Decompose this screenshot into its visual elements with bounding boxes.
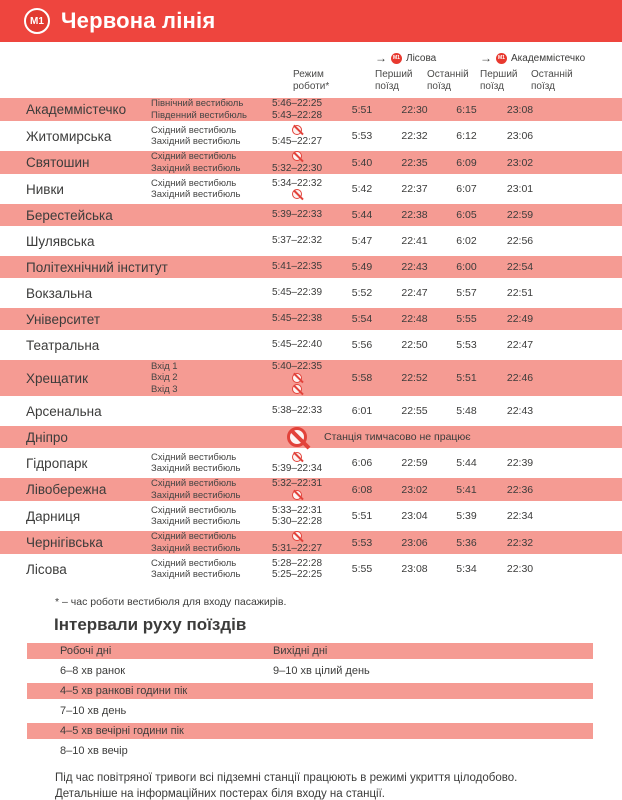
vestibule-label: Східний вестибюль	[151, 124, 237, 136]
train-time: 5:49	[351, 261, 373, 273]
train-time: 5:55	[351, 563, 373, 575]
train-time: 22:48	[401, 313, 428, 325]
vestibule-labels	[151, 452, 266, 475]
vestibule-hours: 5:33–22:31	[271, 504, 323, 516]
train-time: 23:01	[506, 183, 534, 195]
vestibule-label: Західний вестибюль	[151, 542, 241, 554]
vestibule-hours	[266, 490, 328, 502]
train-time: 5:34	[456, 563, 477, 575]
vestibule-hours: 5:43–22:28	[271, 109, 323, 121]
vestibule-labels	[151, 125, 266, 148]
vestibule-labels	[151, 151, 266, 174]
train-time: 22:36	[506, 483, 534, 496]
air-raid-note	[55, 770, 595, 800]
train-time: 23:04	[401, 510, 428, 522]
vestibule-hours	[266, 125, 328, 137]
regime-hours	[266, 98, 336, 121]
regime-hours	[266, 151, 336, 174]
regime-hours	[266, 478, 336, 501]
direction-label: Лісова	[406, 52, 437, 64]
train-time: 6:06	[351, 457, 373, 469]
train-time: 22:38	[401, 209, 428, 221]
regime-hours	[266, 452, 336, 475]
stations-table	[0, 96, 622, 582]
train-time: 22:59	[506, 209, 534, 221]
train-time: 5:44	[456, 457, 477, 469]
station-name: Шулявська	[26, 233, 95, 249]
station-name: Лісова	[26, 561, 67, 577]
train-time: 23:02	[506, 156, 534, 169]
train-time: 23:06	[506, 130, 534, 142]
vestibule-labels	[151, 178, 266, 201]
direction-label: Академмістечко	[511, 52, 586, 64]
regime-hours	[266, 125, 336, 148]
train-time: 6:02	[456, 235, 477, 247]
regime-hours	[266, 313, 336, 325]
vestibule-hours: 5:39–22:34	[271, 463, 323, 474]
train-time: 5:44	[351, 209, 373, 221]
vestibule-label: Вхід 3	[151, 383, 178, 395]
train-time: 6:07	[456, 183, 477, 195]
vestibule-hours: 5:31–22:27	[271, 542, 323, 554]
vestibule-label: Західний вестибюль	[151, 162, 241, 174]
no-entry-icon	[292, 373, 302, 383]
station-row	[0, 529, 622, 556]
train-time: 5:52	[351, 287, 373, 299]
vestibule-label: Східний вестибюль	[151, 478, 237, 489]
station-row	[0, 254, 622, 280]
m1-line-badge-icon: M1	[391, 53, 402, 64]
regime-hours	[266, 558, 336, 581]
train-time: 6:00	[456, 261, 477, 273]
station-hours: 5:39–22:33	[271, 209, 323, 221]
train-time: 6:08	[351, 483, 373, 496]
station-name: Дарниця	[26, 508, 81, 524]
train-time: 22:47	[506, 339, 534, 351]
m1-line-badge-icon: M1	[496, 53, 507, 64]
vestibule-labels	[151, 558, 266, 581]
train-time: 5:47	[351, 235, 373, 247]
train-time: 22:55	[401, 405, 428, 417]
m1-line-badge-icon: M1	[24, 8, 50, 34]
train-time: 22:41	[401, 235, 428, 247]
air-raid-note-line: Під час повітряної тривоги всі підземні станції працюють в режимі укриття цілодобово.	[55, 772, 518, 784]
vestibule-label: Східний вестибюль	[151, 177, 237, 189]
column-header-last-train: Останній поїзд	[531, 69, 573, 92]
station-name: Житомирська	[26, 128, 112, 144]
train-time: 22:32	[401, 130, 428, 142]
regime-hours	[266, 261, 336, 273]
train-time: 5:41	[456, 483, 477, 496]
column-header-regime: Режим роботи*	[293, 69, 330, 92]
train-time: 5:51	[351, 103, 373, 116]
no-entry-icon	[292, 151, 302, 161]
station-hours: 5:45–22:38	[271, 313, 323, 325]
station-name: Дніпро	[26, 429, 68, 445]
no-entry-icon	[292, 189, 302, 199]
station-name: Театральна	[26, 337, 100, 353]
no-entry-icon	[292, 531, 302, 541]
train-time: 22:50	[401, 339, 428, 351]
station-row	[0, 503, 622, 529]
interval-row	[27, 741, 593, 761]
train-time: 5:53	[456, 339, 477, 351]
vestibule-labels	[151, 361, 266, 396]
station-hours: 5:45–22:40	[271, 339, 323, 351]
station-name: Чернігівська	[26, 535, 103, 550]
no-entry-icon	[292, 490, 302, 500]
no-entry-icon	[292, 125, 302, 135]
train-time: 22:49	[506, 313, 534, 325]
train-time: 23:06	[401, 536, 428, 549]
station-name: Хрещатик	[26, 370, 88, 386]
station-row	[0, 476, 622, 503]
vestibule-hours: 5:30–22:28	[271, 516, 323, 527]
vestibule-hours	[266, 452, 328, 464]
train-time: 22:59	[401, 457, 428, 469]
interval-cell: 4–5 хв вечірні години пік	[60, 725, 184, 737]
train-time: 22:39	[506, 457, 534, 469]
vestibule-label: Західний вестибюль	[151, 569, 241, 580]
vestibule-label: Західний вестибюль	[151, 463, 241, 474]
vestibule-label: Східний вестибюль	[151, 557, 237, 569]
train-time: 6:09	[456, 156, 477, 169]
train-time: 22:35	[401, 156, 428, 169]
regime-hours	[266, 287, 336, 299]
station-row	[0, 96, 622, 123]
no-entry-icon	[292, 384, 302, 394]
train-time: 5:51	[351, 510, 373, 522]
vestibule-label: Східний вестибюль	[151, 451, 237, 463]
interval-row	[27, 701, 593, 721]
interval-cell: 9–10 хв цілий день	[273, 665, 370, 677]
train-time: 22:56	[506, 235, 534, 247]
arrow-right-icon: →	[375, 51, 387, 65]
station-row	[0, 450, 622, 476]
train-time: 6:12	[456, 130, 477, 142]
train-time: 5:40	[351, 156, 373, 169]
vestibule-label: Вхід 2	[151, 372, 178, 384]
regime-hours	[266, 209, 336, 221]
vestibule-hours	[266, 151, 328, 163]
station-row	[0, 556, 622, 582]
train-time: 5:56	[351, 339, 373, 351]
vestibule-label: Західний вестибюль	[151, 489, 241, 501]
train-time: 23:02	[401, 483, 428, 496]
vestibule-hours: 5:40–22:35	[271, 360, 323, 372]
station-name: Святошин	[26, 155, 90, 170]
vestibule-labels	[151, 98, 266, 121]
intervals-heading: Інтервали руху поїздів	[54, 615, 247, 634]
vestibule-hours: 5:25–22:25	[271, 569, 323, 580]
vestibule-label: Південний вестибюль	[151, 109, 247, 121]
vestibule-hours: 5:46–22:25	[271, 98, 323, 109]
vestibule-label: Східний вестибюль	[151, 151, 237, 162]
air-raid-note-line: Детальніше на інформаційних постерах біля входу на станції.	[55, 788, 386, 800]
vestibule-hours: 5:28–22:28	[271, 557, 323, 569]
station-name: Політехнічний інститут	[26, 259, 168, 275]
no-entry-icon	[287, 427, 307, 447]
interval-cell: 6–8 хв ранок	[60, 665, 126, 677]
vestibule-label: Західний вестибюль	[151, 189, 241, 200]
station-row	[0, 176, 622, 202]
regime-hours	[266, 235, 336, 247]
station-row	[0, 398, 622, 424]
page-title: Червона лінія	[61, 8, 216, 33]
train-time: 5:36	[456, 536, 477, 549]
vestibule-label: Північний вестибюль	[151, 98, 244, 109]
vestibule-labels	[151, 505, 266, 528]
table-column-headers	[0, 50, 622, 92]
train-time: 5:53	[351, 130, 373, 142]
regime-hours	[266, 505, 336, 528]
vestibule-hours: 5:45–22:27	[271, 136, 323, 147]
vestibule-hours	[266, 189, 328, 201]
train-time: 5:57	[456, 287, 477, 299]
station-name: Університет	[26, 311, 101, 327]
vestibule-label: Вхід 1	[151, 360, 178, 372]
train-time: 22:47	[401, 287, 428, 299]
interval-cell: 4–5 хв ранкові години пік	[60, 685, 188, 697]
train-time: 22:52	[401, 372, 428, 384]
direction-akademmistechko	[468, 50, 586, 66]
station-hours: 5:37–22:32	[271, 235, 323, 247]
regime-hours	[266, 178, 336, 201]
interval-row	[27, 721, 593, 741]
regime-hours	[266, 531, 336, 554]
station-name: Академмістечко	[26, 102, 127, 117]
station-hours: 5:38–22:33	[271, 405, 323, 417]
regime-hours	[266, 405, 336, 417]
interval-cell: 7–10 хв день	[60, 705, 127, 717]
train-time: 5:55	[456, 313, 477, 325]
vestibule-hours: 5:34–22:32	[271, 177, 323, 189]
arrow-right-icon: →	[480, 51, 492, 65]
station-hours: 5:41–22:35	[271, 261, 323, 273]
station-row	[0, 228, 622, 254]
intervals-table	[0, 641, 622, 761]
vestibule-hours	[266, 372, 328, 384]
interval-cell: Робочі дні	[60, 645, 112, 657]
train-time: 22:32	[506, 536, 534, 549]
vestibule-labels	[151, 478, 266, 501]
regime-hours	[266, 339, 336, 351]
train-time: 5:42	[351, 183, 373, 195]
station-name: Берестейська	[26, 207, 113, 223]
interval-row	[27, 661, 593, 681]
train-time: 23:08	[401, 563, 428, 575]
direction-lisova	[363, 50, 468, 66]
station-name: Вокзальна	[26, 285, 93, 301]
station-row	[0, 280, 622, 306]
train-time: 22:34	[506, 510, 534, 522]
station-row	[0, 332, 622, 358]
station-name: Лівобережна	[26, 482, 107, 497]
station-row	[0, 358, 622, 398]
station-name: Гідропарк	[26, 455, 88, 471]
vestibule-label: Західний вестибюль	[151, 136, 241, 147]
train-time: 5:54	[351, 313, 373, 325]
train-time: 22:51	[506, 287, 534, 299]
train-time: 6:05	[456, 209, 477, 221]
vestibule-hours: 5:32–22:30	[271, 162, 323, 174]
interval-cell: 8–10 хв вечір	[60, 745, 128, 757]
train-time: 6:15	[456, 103, 477, 116]
vestibule-footnote: * – час роботи вестибюля для входу пасажирів.	[55, 596, 287, 608]
station-row	[0, 202, 622, 228]
regime-hours	[266, 361, 336, 396]
station-row	[0, 123, 622, 149]
station-name: Арсенальна	[26, 403, 102, 419]
column-header-first-train: Перший поїзд	[480, 69, 518, 92]
vestibule-hours	[266, 531, 328, 543]
closed-note: Станція тимчасово не працює	[324, 431, 471, 443]
train-time: 22:30	[506, 563, 534, 575]
station-row	[0, 149, 622, 176]
train-time: 6:01	[351, 405, 373, 417]
train-time: 5:51	[456, 372, 477, 384]
column-header-first-train: Перший поїзд	[375, 69, 413, 92]
vestibule-hours: 5:32–22:31	[271, 478, 323, 489]
train-time: 22:30	[401, 103, 428, 116]
vestibule-labels	[151, 531, 266, 554]
station-name: Нивки	[26, 181, 64, 197]
vestibule-label: Східний вестибюль	[151, 531, 237, 542]
interval-row	[27, 641, 593, 661]
train-time: 23:08	[506, 103, 534, 116]
train-time: 22:43	[401, 261, 428, 273]
no-entry-icon	[292, 452, 302, 462]
train-time: 5:39	[456, 510, 477, 522]
vestibule-label: Західний вестибюль	[151, 516, 241, 527]
train-time: 22:37	[401, 183, 428, 195]
train-time: 22:46	[506, 372, 534, 384]
train-time: 22:43	[506, 405, 534, 417]
vestibule-label: Східний вестибюль	[151, 504, 237, 516]
train-time: 5:53	[351, 536, 373, 549]
vestibule-hours	[266, 384, 328, 396]
train-time: 5:58	[351, 372, 373, 384]
station-row	[0, 306, 622, 332]
line-header-bar	[0, 0, 622, 42]
interval-cell: Вихідні дні	[273, 645, 328, 657]
train-time: 5:48	[456, 405, 477, 417]
station-hours: 5:45–22:39	[271, 287, 323, 299]
column-header-last-train: Останній поїзд	[427, 69, 469, 92]
train-time: 22:54	[506, 261, 534, 273]
station-row	[0, 424, 622, 450]
interval-row	[27, 681, 593, 701]
